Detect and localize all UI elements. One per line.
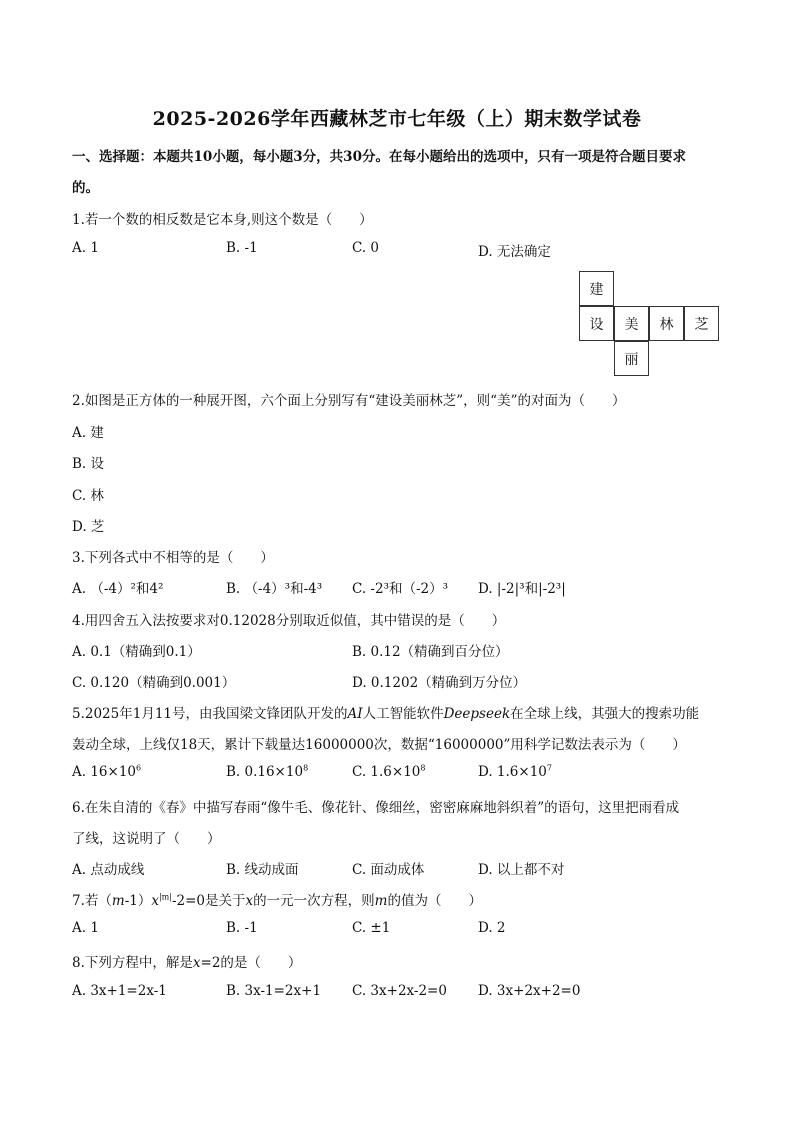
page-title: 2025-2026学年西藏林芝市七年级（上）期末数学试卷 bbox=[152, 108, 642, 130]
q4-option-c: C. 0.120（精确到0.001） bbox=[72, 675, 236, 691]
q5-option-a: A. $16\times 10^6$ bbox=[72, 763, 142, 780]
question-5-line1 bbox=[72, 702, 699, 722]
q5-option-d: D. $1.6\times 10^7$ bbox=[478, 763, 552, 780]
q3-option-b: B. （-4）³和-4³ bbox=[226, 581, 323, 597]
q4-option-b: B. 0.12（精确到百分位） bbox=[352, 644, 509, 660]
q1-option-c: C. 0 bbox=[352, 240, 380, 256]
question-3-stem: 3.下列各式中不相等的是（ ） bbox=[72, 550, 274, 566]
q1-option-b: B. -1 bbox=[226, 240, 258, 256]
cube-face-3: 美 bbox=[614, 306, 649, 341]
q3-option-d: D. |-2|³和|-2³| bbox=[478, 581, 566, 597]
question-1-stem: 1.若一个数的相反数是它本身,则这个数是（ ） bbox=[72, 212, 373, 228]
question-6-line2: 了线，这说明了（ ） bbox=[72, 831, 221, 847]
question-6-line1: 6.在朱自清的《春》中描写春雨“像牛毛、像花针、像细丝，密密麻麻地斜织着”的语句，这里把雨看成 bbox=[72, 800, 680, 816]
cube-face-2: 设 bbox=[579, 306, 614, 341]
q5-option-c: C. $1.6\times 10^8$ bbox=[352, 763, 426, 780]
question-8-stem: 8.下列方程中，解是x=2的是（ ） bbox=[72, 955, 302, 971]
q3-option-a: A. （-4）²和4² bbox=[72, 581, 164, 597]
q6-option-c: C. 面动成体 bbox=[352, 862, 425, 878]
q7-option-a: A. 1 bbox=[72, 920, 99, 936]
question-5-line2: 轰动全球，上线仅18天，累计下载量达16000000次，数据“16000000”用科学记数法表示为（ ） bbox=[72, 737, 686, 753]
q4-option-d: D. 0.1202（精确到万分位） bbox=[352, 675, 527, 691]
cube-net-figure bbox=[579, 271, 721, 377]
q6-option-b: B. 线动成面 bbox=[226, 862, 299, 878]
q2-option-c: C. 林 bbox=[72, 488, 104, 504]
q8-option-a: A. 3x+1=2x-1 bbox=[72, 983, 167, 999]
q5-text-b: 人工智能软件 bbox=[362, 706, 444, 722]
q5-option-b: B. $0.16\times 10^8$ bbox=[226, 763, 309, 780]
q1-option-a: A. 1 bbox=[72, 240, 99, 256]
section-instructions-line1: 一、选择题：本题共10小题，每小题3分，共30分。在每小题给出的选项中，只有一项是符合题目要求 bbox=[72, 149, 686, 165]
q2-option-b: B. 设 bbox=[72, 456, 105, 472]
question-4-stem: 4.用四舍五入法按要求对0.12028分别取近似值，其中错误的是（ ） bbox=[72, 613, 506, 629]
question-7-stem: 7.若$(m-1)x^{|m|}-2=0$是关于x的一元一次方程，则m的值为（ ） bbox=[72, 892, 482, 909]
q4-option-a: A. 0.1（精确到0.1） bbox=[72, 644, 201, 660]
q2-option-a: A. 建 bbox=[72, 425, 104, 441]
q7-option-d: D. 2 bbox=[478, 920, 506, 936]
q8-option-d: D. 3x+2x+2=0 bbox=[478, 983, 581, 999]
section-instructions-line2: 的。 bbox=[72, 180, 99, 196]
question-2-stem: 2.如图是正方体的一种展开图，六个面上分别写有“建设美丽林芝”，则“美”的对面为（ ） bbox=[72, 393, 626, 409]
q5-text-c: 在全球上线，其强大的搜索功能 bbox=[510, 706, 700, 722]
cube-face-5: 芝 bbox=[684, 306, 719, 341]
q5-deepseek: Deepseek bbox=[443, 706, 511, 722]
q5-ai: AI bbox=[347, 706, 363, 722]
q6-option-d: D. 以上都不对 bbox=[478, 862, 565, 878]
cube-face-1: 建 bbox=[579, 271, 614, 306]
q3-option-c: C. -2³和（-2）³ bbox=[352, 581, 449, 597]
q1-option-d: D. 无法确定 bbox=[478, 244, 551, 260]
q2-option-d: D. 芝 bbox=[72, 519, 105, 535]
cube-face-4: 林 bbox=[649, 306, 684, 341]
q7-option-c: C. ±1 bbox=[352, 920, 391, 936]
q6-option-a: A. 点动成线 bbox=[72, 862, 145, 878]
q8-option-c: C. 3x+2x-2=0 bbox=[352, 983, 447, 999]
cube-face-6: 丽 bbox=[614, 341, 649, 376]
q7-option-b: B. -1 bbox=[226, 920, 258, 936]
q5-text-a: 5.2025年1月11号，由我国梁文锋团队开发的 bbox=[72, 706, 348, 722]
q8-option-b: B. 3x-1=2x+1 bbox=[226, 983, 322, 999]
